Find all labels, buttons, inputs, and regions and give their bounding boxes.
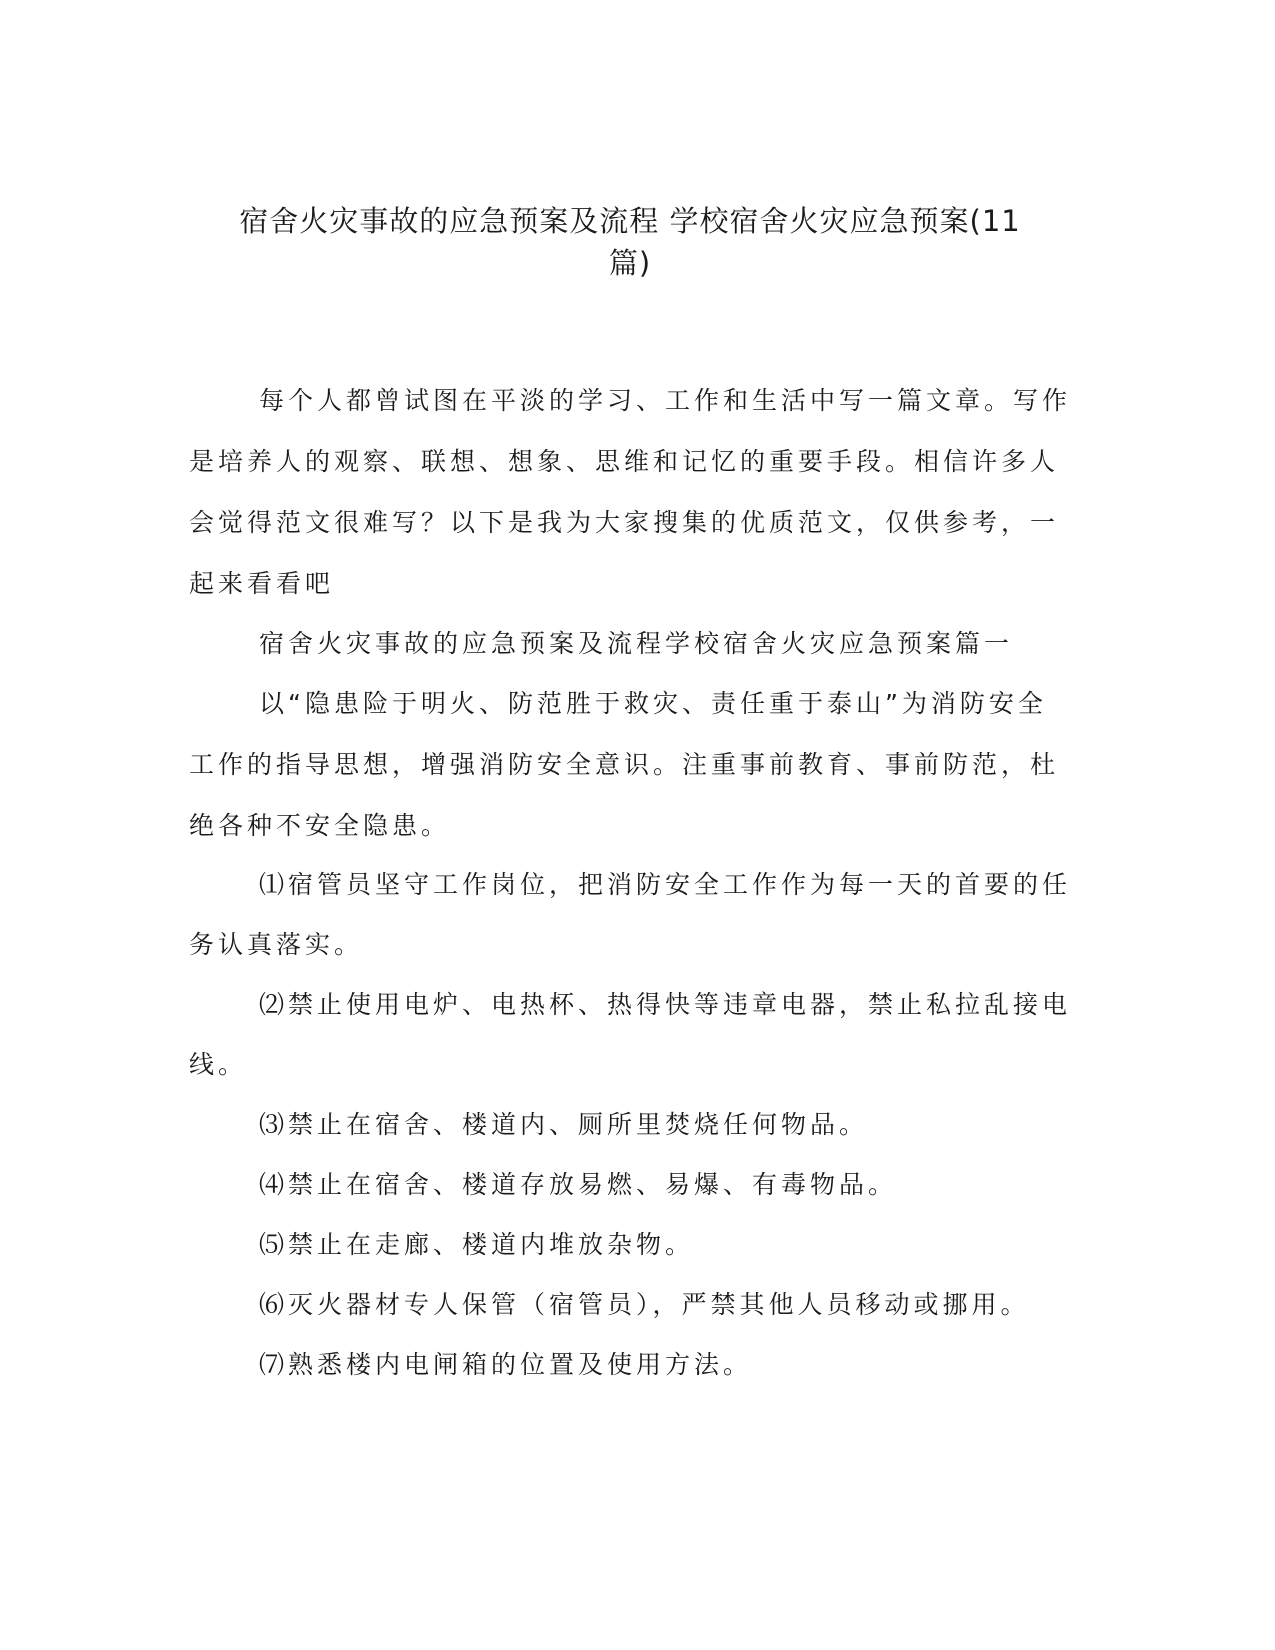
list-item: ⑵禁止使用电炉、电热杯、热得快等违章电器，禁止私拉乱接电线。	[189, 990, 1072, 1079]
document-title	[190, 200, 1070, 284]
list-item: ⑴宿管员坚守工作岗位，把消防安全工作作为每一天的首要的任务认真落实。	[189, 870, 1072, 959]
list-item: ⑹灭火器材专人保管（宿管员），严禁其他人员移动或挪用。	[259, 1290, 1030, 1319]
list-item: ⑷禁止在宿舍、楼道存放易燃、易爆、有毒物品。	[259, 1170, 898, 1199]
list-item: ⑶禁止在宿舍、楼道内、厕所里焚烧任何物品。	[259, 1110, 869, 1139]
title-line-2: 篇)	[608, 246, 652, 280]
intro-paragraph: 每个人都曾试图在平淡的学习、工作和生活中写一篇文章。写作是培养人的观察、联想、想象、思维和记忆的重要手段。相信许多人会觉得范文很难写？以下是我为大家搜集的优质范文，仅供参考，一起来看看吧	[189, 386, 1072, 598]
list-item: ⑸禁止在走廊、楼道内堆放杂物。	[259, 1230, 695, 1259]
title-line-1: 宿舍火灾事故的应急预案及流程 学校宿舍火灾应急预案(11	[239, 204, 1021, 238]
guiding-principle-paragraph: 以“隐患险于明火、防范胜于救灾、责任重于泰山”为消防安全工作的指导思想，增强消防安全意识。注重事前教育、事前防范，杜绝各种不安全隐患。	[189, 689, 1060, 840]
list-item: ⑺熟悉楼内电闸箱的位置及使用方法。	[259, 1350, 753, 1379]
rules-list	[189, 855, 1074, 1395]
section-heading: 宿舍火灾事故的应急预案及流程学校宿舍火灾应急预案篇一	[259, 629, 1014, 658]
